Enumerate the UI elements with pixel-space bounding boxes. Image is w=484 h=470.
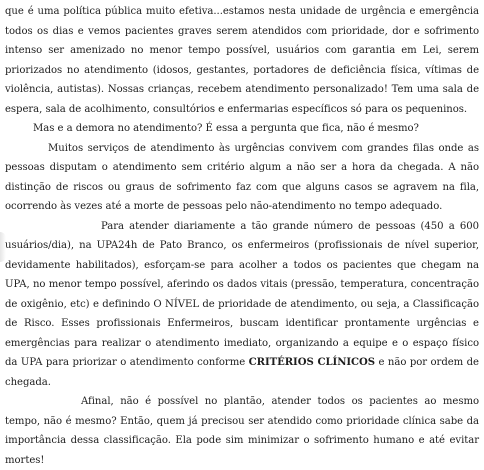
paragraph-text: Muitos serviços de atendimento às urgências convivem com grandes filas onde as pessoas disputam o atendimento sem critério algum a não ser a hora da chegada. A não distinção de riscos ou graus de sofrimento faz com que alguns casos se agravem na fila, ocorrendo às vezes até a morte de pessoas pelo não-atendimento no tempo adequado. [5,142,479,212]
paragraph-text-before-bold: Para atender diariamente a tão grande número de pessoas (450 a 600 usuários/dia), na UPA24h de Pato Branco, os enfermeiros (profissionais de nível superior, devidamente habilitados), esforçam-se para acolher a todos os pacientes que chegam na UPA, no menor tempo possível, aferindo os dados vitais (pressão, temperatura, concentração de oxigênio, etc) e definindo O NÍVEL de prioridade de atendimento, ou seja, a Classificação de Risco. Esses profissionais Enfermeiros, buscam identificar prontamente urgências e emergências para realizar o atendimento imediato, organizando a equipe e o espaço físico da UPA para priorizar o atendimento conforme [5,220,479,368]
paragraph-queues [5,139,479,217]
paragraph-text: Mas e a demora no atendimento? É essa a pergunta que fica, não é mesmo? [33,123,419,134]
paragraph-question [5,119,479,139]
paragraph-risk-classification [5,217,479,393]
paragraph-text-after-bold: e não por ordem de chegada. [5,357,479,388]
paragraph-conclusion [5,392,479,470]
clinical-criteria-bold: CRITÉRIOS CLÍNICOS [248,357,376,368]
paragraph-policy-effectiveness [5,2,479,119]
paragraph-text: que é uma política pública muito efetiva...estamos nesta unidade de urgência e emergência todos os dias e vemos pacientes graves serem atendidos com prioridade, dor e sofrimento intenso ser amenizado no menor tempo possível, usuários com garantia em Lei, serem priorizados no atendimento (idosos, gestantes, portadores de deficiência física, vítimas de violência, autistas). Nossas crianças, recebem atendimento personalizado! Tem uma sala de espera, sala de acolhimento, consultórios e enfermarias específicos só para os pequeninos. [5,6,479,115]
paragraph-text: Afinal, não é possível no plantão, atender todos os pacientes ao mesmo tempo, não é mesmo? Então, quem já precisou ser atendido como prioridade clínica sabe da importância dessa classificação. Ela pode sim minimizar o sofrimento humano e até evitar mortes! [5,396,479,466]
document-body [5,2,479,470]
